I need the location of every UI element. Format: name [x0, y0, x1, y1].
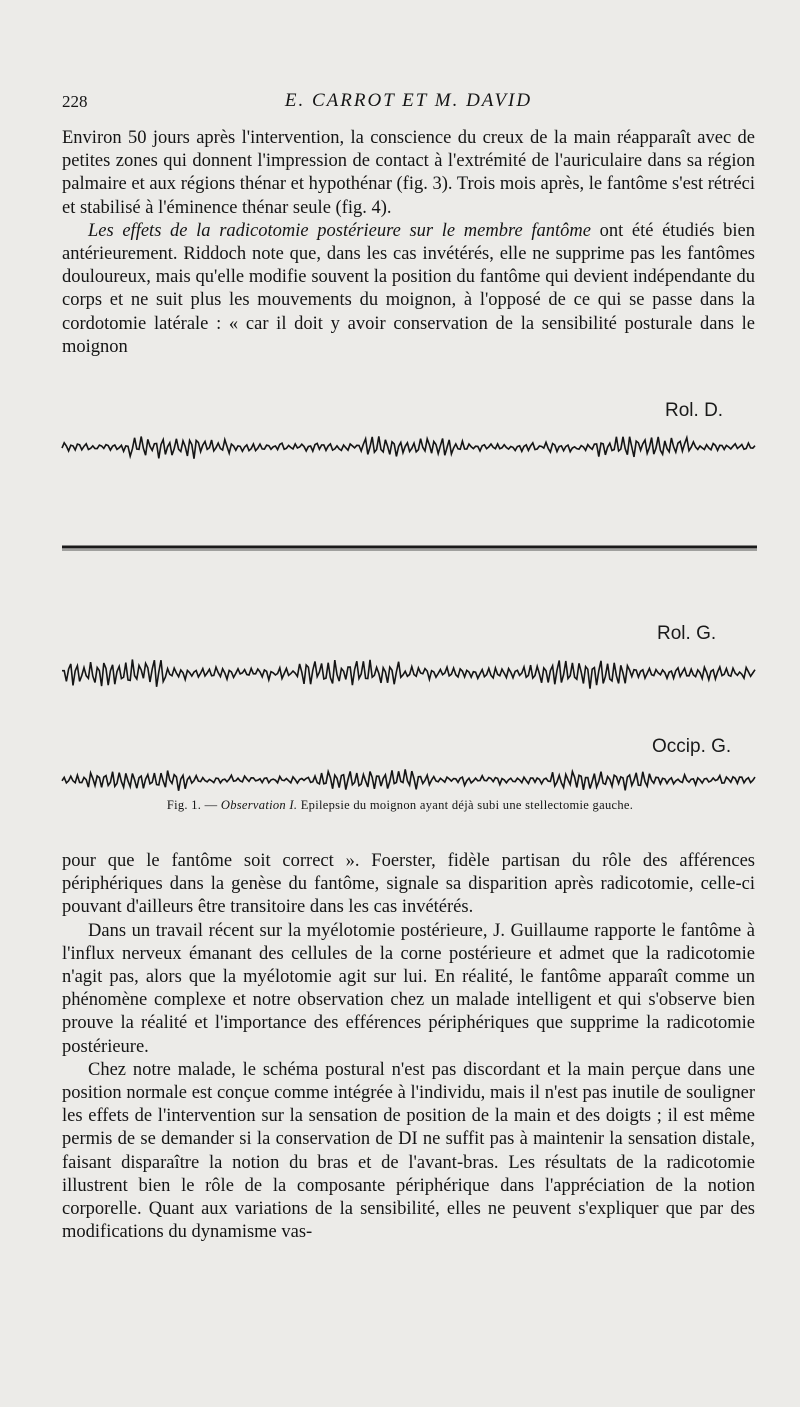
paragraph: Chez notre malade, le schéma postural n'est pas discordant et la main perçue dans une position normale est conçue comme intégrée à l'individu, mais il n'est pas inutile de souligner les effets de l'intervention sur la sensation de position de la main et des doigts ; il est même permis de se demander si la conservation de DI ne suffit pas à maintenir la sensation distale, faisant disparaître la notion du bras et de l'avant-bras. Les résultats de la radicotomie illustrent bien le rôle de la composante périphérique dans l'appréciation de la notion corporelle. Quant aux variations de la sensibilité, elles ne peuvent s'expliquer que par des modifications du dynamisme vas-	[62, 1059, 755, 1243]
page-number: 228	[62, 92, 88, 111]
lower-text-block	[62, 850, 755, 1244]
eeg-trace-occip-g	[62, 769, 755, 790]
running-head: E. CARROT ET M. DAVID	[284, 90, 533, 111]
trace-label-rol-g: Rol. G.	[657, 623, 717, 644]
trace-label-rol-d: Rol. D.	[665, 400, 724, 421]
upper-text-block	[62, 127, 755, 359]
paragraph: Environ 50 jours après l'intervention, la conscience du creux de la main réapparaît avec de petites zones qui donnent l'impression de contact à l'extrémité de l'auriculaire dans sa région palmaire et aux régions thénar et hypothénar (fig. 3). Trois mois après, le fantôme s'est rétréci et stabilisé à l'éminence thénar seule (fig. 4).	[62, 128, 755, 218]
page-header	[62, 88, 755, 118]
paragraph: pour que le fantôme soit correct ». Foerster, fidèle partisan du rôle des afférences périphériques dans la genèse du fantôme, signale sa disparition après radicotomie, celle-ci pouvant d'ailleurs être transitoire dans les cas invétérés.	[62, 851, 755, 918]
caption-text: Epilepsie du moignon ayant déjà subi une stellectomie gauche.	[300, 798, 634, 812]
eeg-trace-rol-d	[62, 436, 755, 458]
figure-caption	[0, 798, 800, 813]
figure-eeg	[0, 380, 800, 830]
eeg-trace-rol-g	[62, 660, 755, 689]
paragraph: Dans un travail récent sur la myélotomie postérieure, J. Guillaume rapporte le fantôme à l'influx nerveux émanant des cellules de la corne postérieure et admet que la radicotomie n'agit pas, alors que la myélotomie agit sur lui. En réalité, le fantôme apparaît comme un phénomène complexe et notre observation chez un malade intelligent et qui s'observe bien prouve la réalité et l'importance des efférences périphériques que supprime la radicotomie postérieure.	[62, 920, 755, 1057]
italic-lead: Les effets de la radicotomie postérieure sur le membre fantôme	[88, 220, 591, 241]
paragraph	[62, 220, 755, 359]
paragraph-text: ont été étudiés bien antérieurement. Riddoch note que, dans les cas invétérés, elle ne supprime pas les fantômes douloureux, mais qu'elle modifie souvent la position du fantôme qui devient indépendante du corps et ne suit plus les mouvements du moignon, à l'opposé de ce qui se passe dans la cordotomie latérale : « car il doit y avoir conservation de la sensibilité posturale dans le moignon	[62, 220, 755, 357]
caption-prefix: Fig. 1. —	[166, 798, 218, 812]
caption-italic: Observation I.	[220, 798, 298, 812]
trace-label-occip-g: Occip. G.	[652, 736, 732, 757]
